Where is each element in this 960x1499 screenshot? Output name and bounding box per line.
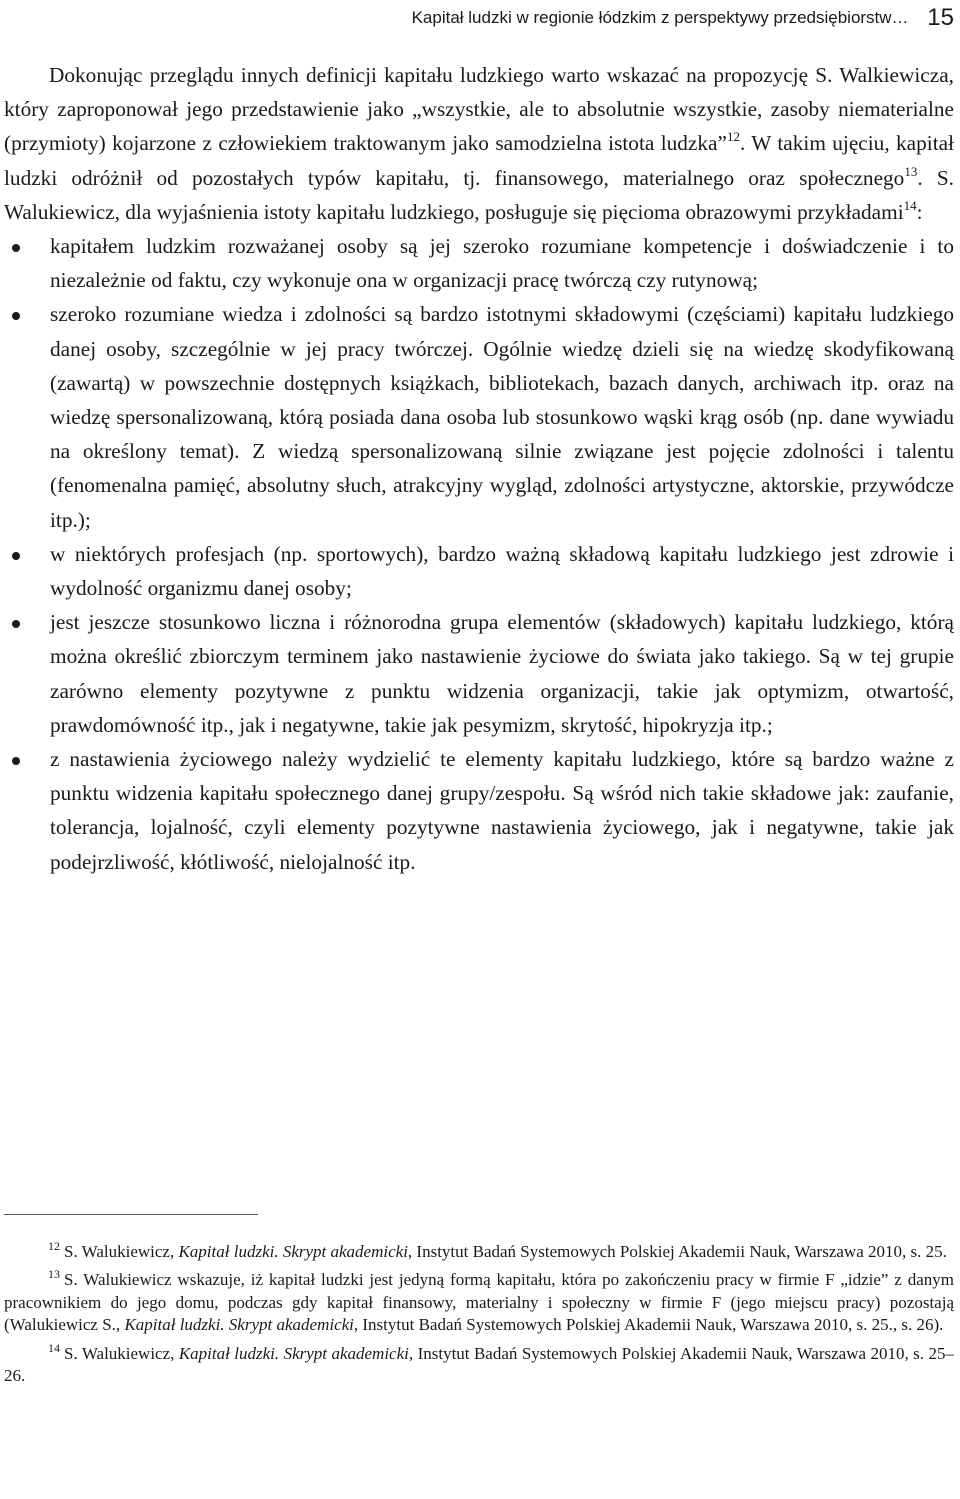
list-item-text: z nastawienia życiowego należy wydzielić te elementy kapitału ludzkiego, które są bardzo ważne z punktu widzenia kapitału społecznego danej grupy/zespołu. Są wśród nich takie składowe jak: zaufanie, tolerancja, lojalność, czyli elementy pozytywne nastawienia życiowego, jak i negatywne, takie jak podejrzliwość, kłótliwość, nielojalność itp. [50, 747, 954, 874]
footnote-12 [4, 1241, 954, 1263]
footnote-text: , Instytut Badań Systemowych Polskiej Akademii Nauk, Warszawa 2010, s. 25. [407, 1242, 947, 1261]
bullet-icon [12, 552, 20, 560]
list-item [50, 297, 954, 536]
list-item [50, 537, 954, 605]
intro-text-3: . S. Walukiewicz, dla wyjaśnienia istoty kapitału ludzkiego, posługuje się pięcioma obrazowymi przykładami [4, 165, 954, 224]
footnote-divider [4, 1214, 258, 1215]
list-item [50, 742, 954, 879]
footnote-ref-13: 13 [904, 163, 918, 179]
bullet-icon [12, 244, 20, 252]
footnote-number: 13 [48, 1267, 60, 1282]
list-item-text: szeroko rozumiane wiedza i zdolności są bardzo istotnymi składowymi (częściami) kapitału ludzkiego danej osoby, szczególnie w jej pracy twórczej. Ogólnie wiedzę dzieli się na wiedzę skodyfikowaną (zawartą) w powszechnie dostępnych książkach, bibliotekach, bazach danych, archiwach itp. oraz na wiedzę spersonalizowaną, którą posiada dana osoba lub stosunkowo wąski krąg osób (np. dane wywiadu na określony temat). Z wiedzą spersonalizowaną silnie związane jest pojęcie zdolności i talentu (fenomenalna pamięć, absolutny słuch, atrakcyjny wygląd, zdolności artystyczne, aktorskie, przywódcze itp.); [50, 302, 954, 532]
footnote-13 [4, 1269, 954, 1336]
running-header [0, 4, 954, 38]
footnote-ref-14: 14 [903, 197, 917, 213]
intro-paragraph [4, 58, 954, 229]
example-list [4, 229, 954, 879]
footnote-text: S. Walukiewicz, [64, 1242, 179, 1261]
body-text [4, 58, 954, 879]
footnote-text: , Instytut Badań Systemowych Polskiej Akademii Nauk, Warszawa 2010, s. 25., s. 26). [353, 1315, 944, 1335]
running-header-title: Kapitał ludzki w regionie łódzkim z perspektywy przedsiębiorstw… [411, 8, 909, 27]
footnote-text: S. Walukiewicz, [64, 1343, 179, 1363]
footnote-title: Kapitał ludzki. Skrypt akademicki [124, 1315, 354, 1335]
intro-text-4: : [916, 199, 923, 224]
list-item [50, 605, 954, 742]
list-item-text: kapitałem ludzkim rozważanej osoby są jej szeroko rozumiane kompetencje i doświadczenie i to niezależnie od faktu, czy wykonuje ona w organizacji pracę twórczą czy rutynową; [50, 234, 954, 293]
footnotes [4, 1241, 954, 1393]
intro-text-1: Dokonując przeglądu innych definicji kapitału ludzkiego warto wskazać na propozycję S. Walkiewicza, który zaproponował jego przedstawienie jako „wszystkie, ale to absolutnie wszystkie, zasoby niematerialne (przymioty) kojarzone z człowiekiem traktowanym jako samodzielna istota ludzka” [4, 63, 954, 156]
footnote-text: , Instytut Badań Systemowych Polskiej Akademii Nauk, Warszawa 2010, s. 25–26. [4, 1343, 954, 1386]
footnote-number: 14 [48, 1340, 60, 1355]
list-item [50, 229, 954, 297]
bullet-icon [12, 757, 20, 765]
footnote-ref-12: 12 [726, 129, 740, 145]
intro-text-2: . W takim ujęciu, kapitał ludzki odróżnił od pozostałych typów kapitału, tj. finansowego, materialnego oraz społecznego [4, 131, 954, 190]
footnote-title: Kapitał ludzki. Skrypt akademicki [178, 1242, 408, 1261]
footnote-title: Kapitał ludzki. Skrypt akademicki [178, 1343, 409, 1363]
page-number: 15 [927, 4, 954, 31]
list-item-text: jest jeszcze stosunkowo liczna i różnorodna grupa elementów (składowych) kapitału ludzkiego, którą można określić zbiorczym terminem jako nastawienie życiowe do świata jako takiego. Są w tej grupie zarówno elementy pozytywne z punktu widzenia organizacji, takie jak optymizm, otwartość, prawdomówność itp., jak i negatywne, takie jak pesymizm, skrytość, hipokryzja itp.; [50, 610, 954, 737]
footnote-number: 12 [48, 1239, 60, 1253]
list-item-text: w niektórych profesjach (np. sportowych), bardzo ważną składową kapitału ludzkiego jest zdrowie i wydolność organizmu danej osoby; [50, 541, 954, 601]
bullet-icon [12, 620, 20, 628]
footnote-text: S. Walukiewicz wskazuje, iż kapitał ludzki jest jedyną formą kapitału, która po zakończeniu pracy w firmie F „idzie” z danym pracownikiem do jego domu, podczas gdy kapitał finansowy, materialny i społeczny w firmie F (jego miejscu pracy) pozostają (Walukiewicz S., [4, 1270, 954, 1335]
bullet-icon [12, 312, 20, 320]
footnote-14 [4, 1340, 954, 1388]
